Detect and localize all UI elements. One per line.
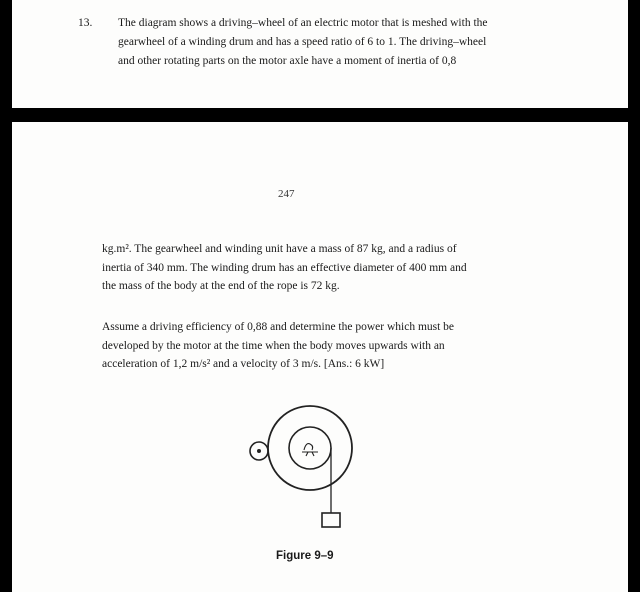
paragraph-1-line-3: the mass of the body at the end of the rope is 72 kg. xyxy=(102,280,340,292)
paragraph-1-line-1: kg.m². The gearwheel and winding unit have a mass of 87 kg, and a radius of xyxy=(102,243,457,255)
figure-caption: Figure 9–9 xyxy=(276,550,334,562)
paragraph-1-line-2: inertia of 340 mm. The winding drum has an effective diameter of 400 mm and xyxy=(102,261,467,274)
drum-axle-icon xyxy=(302,444,318,456)
problem-number: 13. xyxy=(78,17,93,29)
paragraph-2-line-1: Assume a driving efficiency of 0,88 and determine the power which must be xyxy=(102,321,455,333)
paragraph-2-line-2: developed by the motor at the time when the body moves upwards with an xyxy=(102,339,445,352)
winding-drum-icon xyxy=(289,427,331,469)
intro-line-1: The diagram shows a driving–wheel of an electric motor that is meshed with the xyxy=(118,17,488,29)
gearwheel-icon xyxy=(268,406,352,490)
body-mass-icon xyxy=(322,513,340,527)
driving-wheel-axle-icon xyxy=(257,449,261,453)
page-top-fragment xyxy=(12,0,628,108)
winding-drum-figure xyxy=(12,122,628,592)
paragraph-2-line-3: acceleration of 1,2 m/s² and a velocity of 3 m/s. [Ans.: 6 kW] xyxy=(102,358,385,370)
page-bottom xyxy=(12,122,628,592)
page-number: 247 xyxy=(278,188,295,200)
intro-line-3: and other rotating parts on the motor axle have a moment of inertia of 0,8 xyxy=(118,55,457,67)
intro-line-2: gearwheel of a winding drum and has a speed ratio of 6 to 1. The driving–wheel xyxy=(118,36,487,48)
